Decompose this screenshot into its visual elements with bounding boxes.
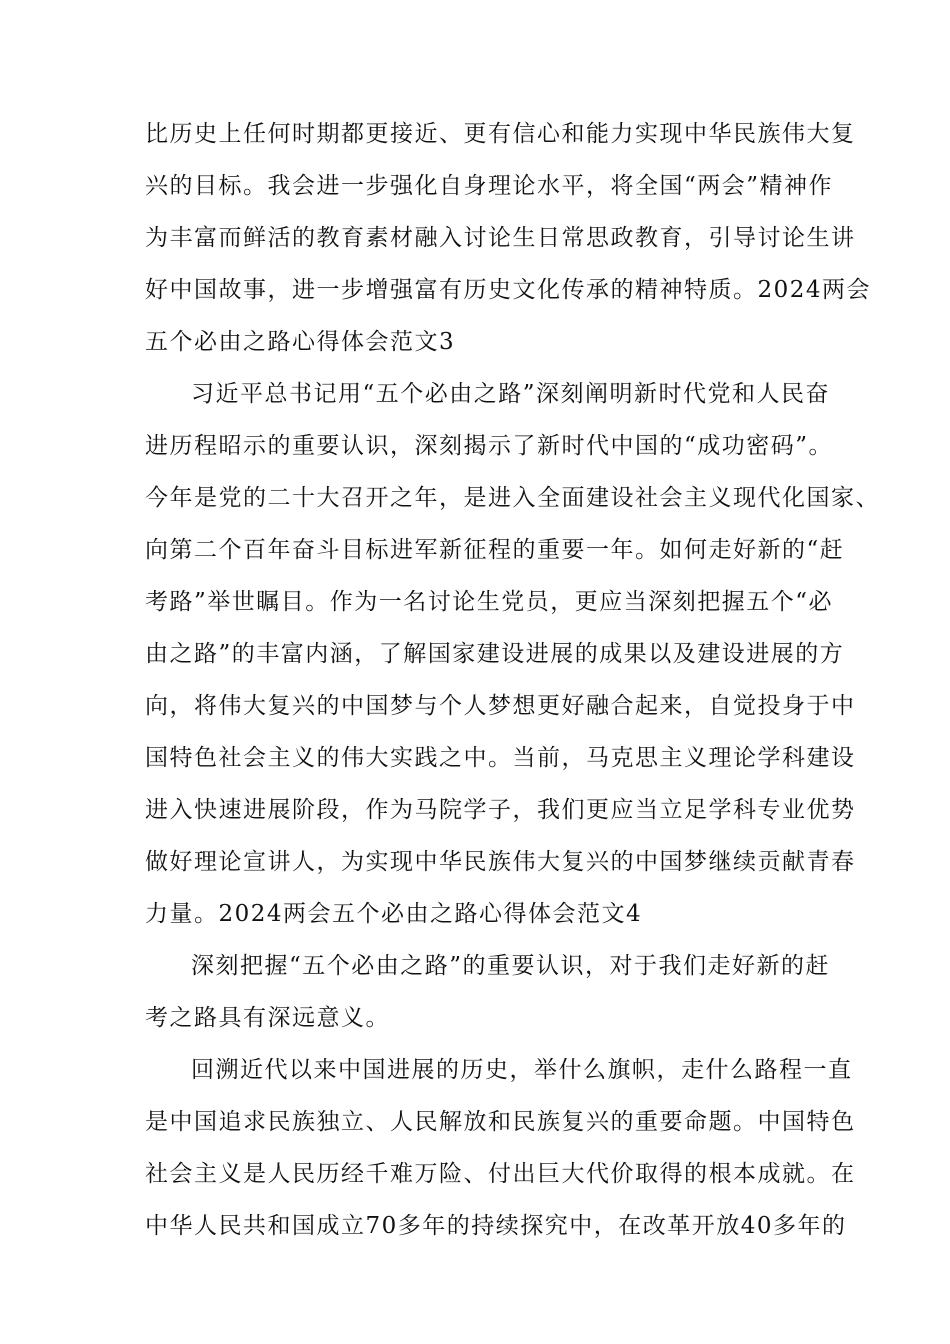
paragraph-2 [145,368,880,940]
text-line: 兴的目标。我会进一步强化自身理论水平，将全国“两会”精神作 [145,173,834,199]
text-line: 由之路”的丰富内涵，了解国家建设进展的成果以及建设进展的方 [145,641,845,667]
text-line: 今年是党的二十大召开之年，是进入全面建设社会主义现代化国家、 [145,485,880,511]
text-line: 进入快速进展阶段，作为马院学子，我们更应当立足学科专业优势 [145,797,856,823]
text-line: 考之路具有深远意义。 [145,1005,390,1031]
text-line: 深刻把握“五个必由之路”的重要认识，对于我们走好新的赶 [191,953,831,979]
text-line: 为丰富而鲜活的教育素材融入讨论生日常思政教育，引导讨论生讲 [145,225,856,251]
paragraph-1 [145,108,872,368]
text-line: 五个必由之路心得体会范文3 [145,329,456,355]
text-line: 力量。2024两会五个必由之路心得体会范文4 [145,901,643,927]
text-line: 向第二个百年奋斗目标进军新征程的重要一年。如何走好新的“赶 [145,537,845,563]
text-line: 做好理论宣讲人，为实现中华民族伟大复兴的中国梦继续贡献青春 [145,849,856,875]
text-line: 进历程昭示的重要认识，深刻揭示了新时代中国的“成功密码”。 [145,433,834,459]
text-line: 考路”举世瞩目。作为一名讨论生党员，更应当深刻把握五个“必 [145,589,834,615]
text-line: 国特色社会主义的伟大实践之中。当前，马克思主义理论学科建设 [145,745,856,771]
text-line: 回溯近代以来中国进展的历史，举什么旗帜，走什么路程一直 [191,1057,853,1083]
text-line: 中华人民共和国成立70多年的持续探究中，在改革开放40多年的 [145,1213,847,1239]
text-line: 向，将伟大复兴的中国梦与个人梦想更好融合起来，自觉投身于中 [145,693,856,719]
text-line: 比历史上任何时期都更接近、更有信心和能力实现中华民族伟大复 [145,121,856,147]
text-line: 社会主义是人民历经千难万险、付出巨大代价取得的根本成就。在 [145,1161,856,1187]
text-line: 好中国故事，进一步增强富有历史文化传承的精神特质。2024两会 [145,277,872,303]
paragraph-4 [145,1044,856,1252]
document-body [145,108,880,1252]
text-line: 习近平总书记用“五个必由之路”深刻阐明新时代党和人民奋 [191,381,831,407]
text-line: 是中国追求民族独立、人民解放和民族复兴的重要命题。中国特色 [145,1109,856,1135]
paragraph-3 [145,940,835,1044]
